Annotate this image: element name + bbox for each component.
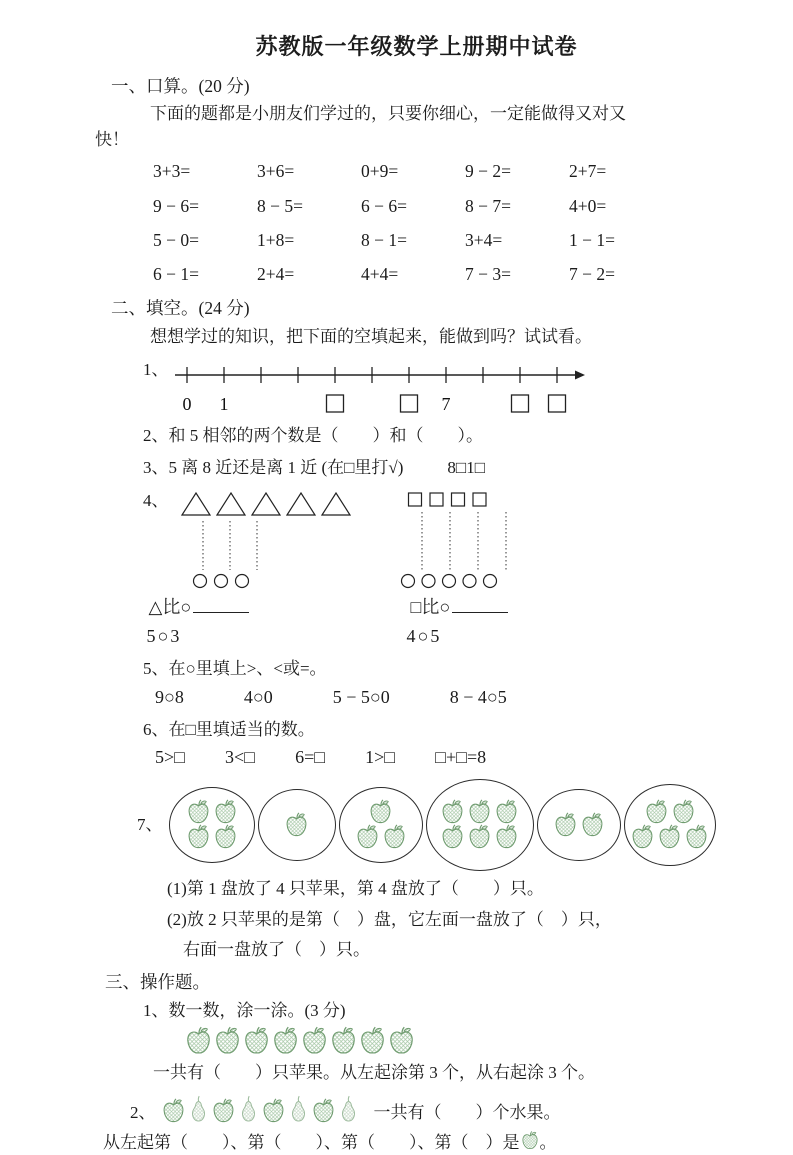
apple-plate (258, 789, 336, 861)
answer-box (511, 395, 528, 412)
q7-label: 7、 (137, 815, 163, 835)
square-shape (451, 493, 464, 506)
circle-shape (214, 575, 227, 588)
fruit-sequence (160, 1092, 360, 1126)
circle-shape (463, 575, 476, 588)
apple-icon (241, 1025, 272, 1058)
q7-sub2a: (2)放 2 只苹果的是第（ ）盘，它左面一盘放了（ ）只， (167, 909, 612, 929)
apple-icon (520, 1130, 540, 1152)
q7-sub2b: 右面一盘放了（ ）只。 (183, 940, 370, 959)
circle-shape (193, 575, 206, 588)
number-line (173, 361, 593, 417)
section1-intro-line1: 下面的题都是小朋友们学过的，只要你细心，一定能做得又对又 (150, 104, 626, 124)
section1-intro-line2: 快！ (95, 129, 129, 149)
plate-apple-row (629, 823, 710, 852)
q1-numberline-row (95, 357, 738, 417)
plate-apple-row (354, 823, 408, 852)
math-problem: 7 − 3= (465, 264, 511, 284)
math-problem: 6 − 1= (153, 264, 199, 284)
s3q2-fruit-row (130, 1092, 738, 1126)
answer-box (326, 395, 343, 412)
s3q2-label: 2、 (130, 1103, 156, 1123)
triangle-shape (217, 493, 245, 515)
apple-icon (386, 1025, 417, 1058)
arrowhead (575, 371, 585, 380)
apple-icon (183, 1025, 214, 1058)
math-problem: 3+4= (465, 229, 503, 250)
math-problem: 0+9= (361, 161, 399, 182)
circle-shape (483, 575, 496, 588)
apple-icon (629, 823, 656, 852)
fill-box-item: 6=□ (295, 747, 326, 767)
fill-box-item: 1>□ (365, 747, 396, 767)
apple-icon (354, 823, 381, 852)
apple-icon (160, 1097, 187, 1126)
square-shape (408, 493, 421, 506)
apple-plate (624, 784, 716, 866)
apple-icon (466, 823, 493, 852)
circle-shape (401, 575, 414, 588)
plate-apple-row (283, 811, 310, 840)
math-problem: 5 − 0= (153, 229, 199, 250)
apple-icon (579, 811, 606, 840)
triangle-shape (182, 493, 210, 515)
plate-apple-row (185, 823, 239, 852)
q7-sub1: (1)第 1 盘放了 4 只苹果，第 4 盘放了（ ）只。 (167, 879, 544, 898)
s3q2-line1-suffix: 一共有（ ）个水果。 (373, 1103, 561, 1123)
math-problem: 9 − 2= (465, 161, 511, 182)
circle-shape (442, 575, 455, 588)
pear-icon (236, 1092, 261, 1126)
apple-icon (185, 823, 212, 852)
s3q2-line2 (103, 1130, 738, 1155)
answer-box (548, 395, 565, 412)
apple-icon (283, 811, 310, 840)
q3-line (143, 455, 738, 481)
square-circle-matching-diagram (395, 488, 530, 590)
answer-blank-line (452, 610, 508, 613)
q5-heading: 5、在○里填上>、<或=。 (143, 659, 327, 678)
compare-item: 8 − 4○5 (449, 686, 507, 707)
math-problem: 8 − 7= (465, 195, 511, 216)
section1-heading: 一、口算。(20 分) (111, 76, 250, 96)
apple-plate (537, 789, 621, 861)
s3q2-line2-suffix: 。 (539, 1132, 557, 1152)
circle-shape (422, 575, 435, 588)
q5-items-row (155, 684, 738, 711)
apple-icon (328, 1025, 359, 1058)
fill-box-item: □+□=8 (435, 747, 487, 767)
apple-plate (426, 779, 534, 871)
pear-icon (186, 1092, 211, 1126)
triangle-circle-matching-diagram (173, 488, 383, 590)
apple-icon (439, 823, 466, 852)
triangle-shape (252, 493, 280, 515)
apple-icon (260, 1097, 287, 1126)
q6-heading: 6、在□里填适当的数。 (143, 719, 315, 739)
q4-left-caption: △比○ (148, 597, 192, 617)
q4-right-compare: 4○5 (406, 626, 442, 646)
math-problem: 9 − 6= (153, 195, 199, 216)
section2-heading: 二、填空。(24 分) (111, 298, 250, 319)
math-problem: 8 − 5= (257, 195, 303, 216)
math-problem: 2+7= (569, 161, 607, 182)
apple-icon (299, 1025, 330, 1058)
apple-plates (169, 779, 716, 871)
apple-icon (212, 823, 239, 852)
numberline-label: 7 (441, 394, 450, 414)
square-shape (430, 493, 443, 506)
q7-plates-row (95, 779, 738, 871)
apple-icon (552, 811, 579, 840)
compare-item: 5 − 5○0 (332, 686, 390, 707)
answer-box (400, 395, 417, 412)
circle-shape (235, 575, 248, 588)
q4-left-compare: 5○3 (146, 626, 182, 646)
apple-icon (656, 823, 683, 852)
apple-icon (210, 1097, 237, 1126)
square-shape (473, 493, 486, 506)
apple-count-row (183, 1025, 738, 1058)
compare-item: 9○8 (155, 686, 184, 707)
math-problem: 1 − 1= (569, 229, 615, 250)
fill-box-item: 3<□ (225, 747, 256, 767)
q4-matching-row (95, 488, 738, 650)
math-problem: 1+8= (257, 229, 295, 250)
section2-intro: 想想学过的知识，把下面的空填起来，能做到吗？试试看。 (150, 326, 592, 346)
s3q1-line: 一共有（ ）只苹果。从左起涂第 3 个，从右起涂 3 个。 (153, 1063, 595, 1083)
page-title: 苏教版一年级数学上册期中试卷 (255, 34, 578, 59)
math-problem: 8 − 1= (361, 229, 407, 250)
apple-icon (683, 823, 710, 852)
q4-right-caption: □比○ (410, 597, 451, 617)
q1-label: 1、 (143, 360, 169, 379)
q2-text: 2、和 5 相邻的两个数是（ ）和（ ）。 (143, 426, 483, 445)
math-problem: 3+6= (257, 161, 295, 182)
apple-icon (310, 1097, 337, 1126)
plate-apple-row (552, 811, 606, 840)
apple-plate (339, 787, 423, 863)
pear-icon (286, 1092, 311, 1126)
q4-left-caption-line (149, 594, 383, 621)
triangle-shape (322, 493, 350, 515)
q3-choices: 8□1□ (447, 457, 485, 477)
math-problem: 6 − 6= (361, 195, 407, 216)
q6-items-row (155, 744, 738, 771)
compare-item: 4○0 (243, 686, 273, 707)
q4-label: 4、 (143, 491, 169, 510)
q4-left-group (146, 488, 383, 650)
apple-icon (270, 1025, 301, 1058)
math-problem: 4+4= (361, 264, 399, 284)
oral-math-grid (153, 158, 673, 287)
section3-heading: 三、操作题。 (105, 971, 210, 992)
math-problem: 4+0= (569, 195, 607, 216)
s3q1-heading: 1、数一数，涂一涂。(3 分) (143, 1000, 346, 1020)
q3-text: 3、5 离 8 近还是离 1 近 (在□里打√) (143, 457, 404, 477)
math-problem: 7 − 2= (569, 264, 615, 284)
triangle-shape (287, 493, 315, 515)
pear-icon (336, 1092, 361, 1126)
math-problem: 3+3= (153, 161, 191, 182)
apple-icon (381, 823, 408, 852)
answer-blank-line (193, 610, 249, 613)
q4-right-caption-line (411, 594, 530, 621)
apple-icon (357, 1025, 388, 1058)
q4-right-group (395, 488, 530, 650)
math-problem: 2+4= (257, 264, 295, 284)
s3q2-line2-prefix: 从左起第（ ）、第（ ）、第（ ）、第（ ）是 (103, 1132, 520, 1152)
numberline-label: 1 (219, 394, 228, 414)
numberline-label: 0 (182, 394, 191, 414)
fill-box-item: 5>□ (155, 747, 186, 767)
apple-plate (169, 787, 255, 863)
apple-icon (493, 823, 520, 852)
apple-icon (212, 1025, 243, 1058)
plate-apple-row (439, 823, 520, 852)
